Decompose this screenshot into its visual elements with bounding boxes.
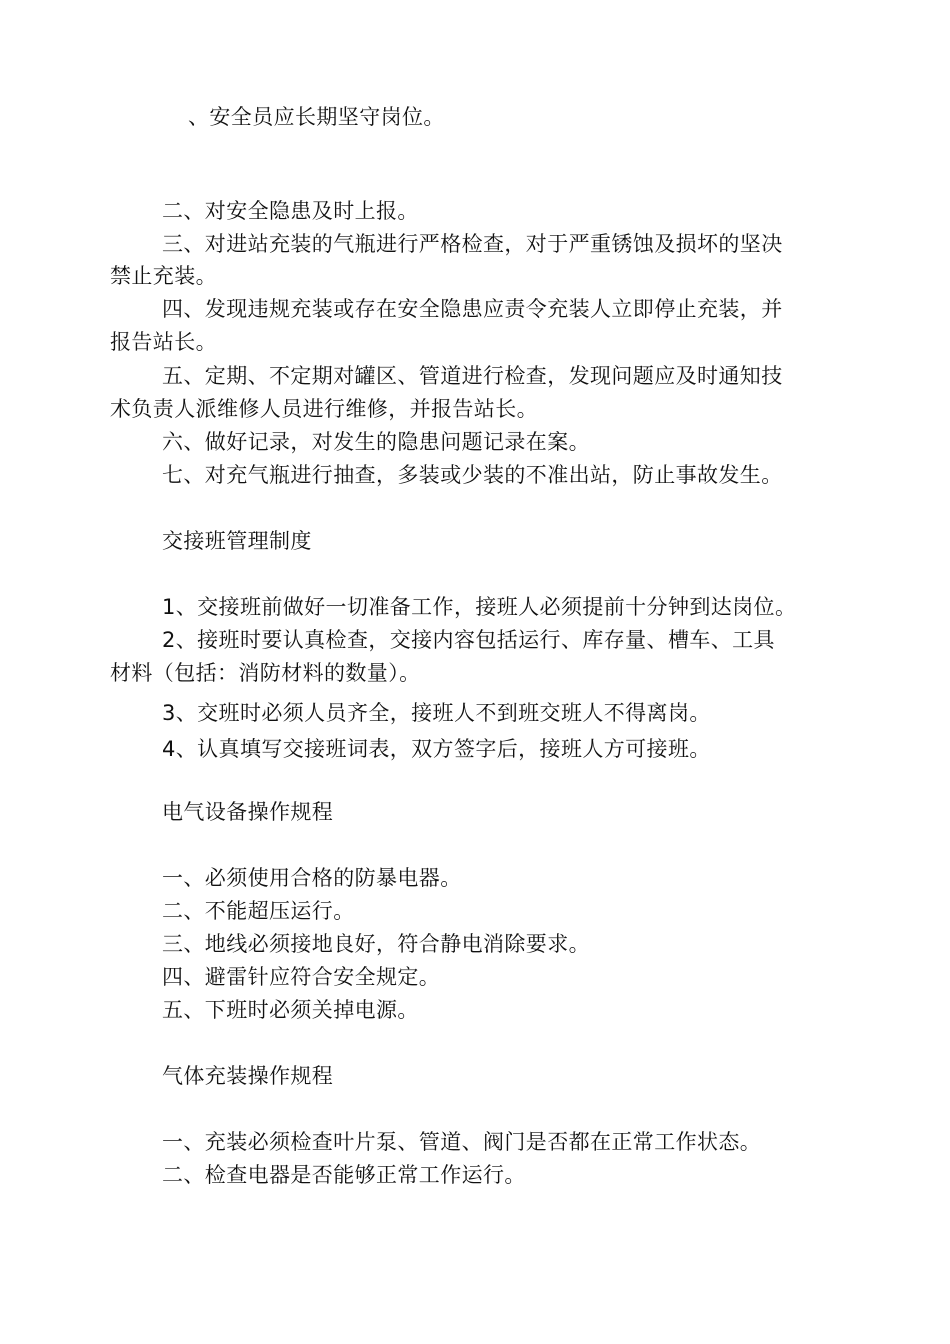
safety-item-6: 六、做好记录，对发生的隐患问题记录在案。 — [162, 430, 590, 454]
safety-item-3-line-1: 三、对进站充装的气瓶进行严格检查，对于严重锈蚀及损坏的坚决 — [162, 232, 783, 256]
safety-item-5-line-2: 术负责人派维修人员进行维修，并报告站长。 — [110, 397, 538, 421]
electrical-item-4: 四、避雷针应符合安全规定。 — [162, 965, 441, 989]
safety-item-4-line-1: 四、发现违规充装或存在安全隐患应责令充装人立即停止充装，并 — [162, 297, 783, 321]
electrical-item-3: 三、地线必须接地良好，符合静电消除要求。 — [162, 932, 590, 956]
handover-item-1: 1、交接班前做好一切准备工作，接班人必须提前十分钟到达岗位。 — [162, 595, 797, 619]
safety-item-1: 、安全员应长期坚守岗位。 — [188, 105, 445, 129]
handover-item-3: 3、交班时必须人员齐全，接班人不到班交班人不得离岗。 — [162, 701, 711, 725]
electrical-item-2: 二、不能超压运行。 — [162, 899, 355, 923]
safety-item-5-line-1: 五、定期、不定期对罐区、管道进行检查，发现问题应及时通知技 — [162, 364, 783, 388]
gas-filling-item-2: 二、检查电器是否能够正常工作运行。 — [162, 1163, 526, 1187]
electrical-item-1: 一、必须使用合格的防暴电器。 — [162, 866, 462, 890]
handover-item-2-line-1: 2、接班时要认真检查，交接内容包括运行、库存量、槽车、工具 — [162, 628, 775, 652]
gas-filling-item-1: 一、充装必须检查叶片泵、管道、阀门是否都在正常工作状态。 — [162, 1130, 762, 1154]
electrical-section-title: 电气设备操作规程 — [162, 800, 334, 824]
handover-item-2-line-2: 材料（包括：消防材料的数量）。 — [110, 661, 421, 685]
handover-item-4: 4、认真填写交接班词表，双方签字后，接班人方可接班。 — [162, 737, 711, 761]
electrical-item-5: 五、下班时必须关掉电源。 — [162, 998, 419, 1022]
safety-item-2: 二、对安全隐患及时上报。 — [162, 199, 419, 223]
handover-section-title: 交接班管理制度 — [162, 529, 312, 553]
gas-filling-section-title: 气体充装操作规程 — [162, 1064, 334, 1088]
safety-item-4-line-2: 报告站长。 — [110, 330, 217, 354]
safety-item-7: 七、对充气瓶进行抽查，多装或少装的不准出站，防止事故发生。 — [162, 463, 783, 487]
safety-item-3-line-2: 禁止充装。 — [110, 264, 217, 288]
